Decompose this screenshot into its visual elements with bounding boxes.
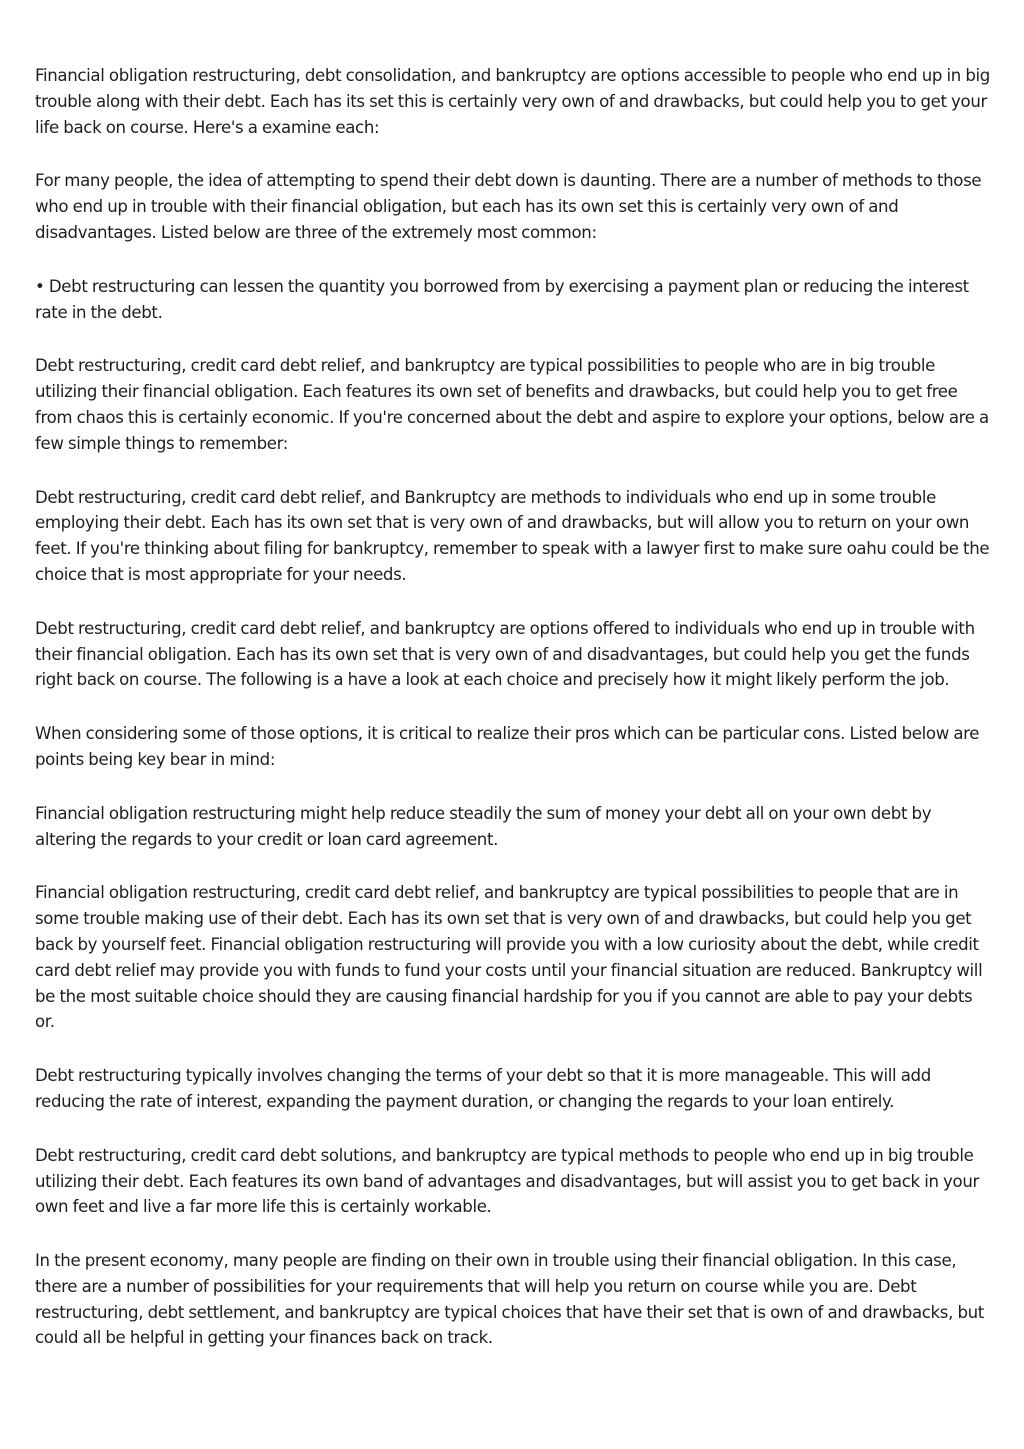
paragraph: Financial obligation restructuring, debt consolidation, and bankruptcy are options accessible to people who end up in big trouble along with their debt. Each has its set this is certainly very own of and drawbacks, but could help you to get your life back on course. Here's a examine each: [35,66,990,137]
paragraph: Financial obligation restructuring, credit card debt relief, and bankruptcy are typical possibilities to people that are in some trouble making use of their debt. Each has its own set that is very own of and drawbacks, but could help you get back by yourself feet. Financial obligation restructuring will provide you with a low curiosity about the debt, while credit card debt relief may provide you with funds to fund your costs until your financial situation are reduced. Bankruptcy will be the most suitable choice should they are causing financial hardship for you if you cannot are able to pay your debts or. [35,883,983,1032]
paragraph: Debt restructuring, credit card debt relief, and bankruptcy are options offered to individuals who end up in trouble with their financial obligation. Each has its own set that is very own of and disadvantages, but could help you get the funds right back on course. The following is a have a look at each choice and precisely how it might likely perform the job. [35,618,975,690]
paragraph: Financial obligation restructuring might help reduce steadily the sum of money your debt all on your own debt by altering the regards to your credit or loan card agreement. [35,803,932,849]
paragraph: Debt restructuring, credit card debt relief, and bankruptcy are typical possibilities to people who are in big trouble utilizing their financial obligation. Each features its own set of benefits and drawbacks, but could help you to get free from chaos this is certainly economic. If you're concerned about the debt and aspire to explore your options, below are a few simple things to remember: [35,356,989,453]
paragraph: Debt restructuring, credit card debt relief, and Bankruptcy are methods to individuals who end up in some trouble employing their debt. Each has its own set that is very own of and drawbacks, but will allow you to return on your own feet. If you're thinking about filing for bankruptcy, remember to speak with a lawyer first to make sure oahu could be the choice that is most appropriate for your needs. [35,487,990,584]
paragraph: In the present economy, many people are finding on their own in trouble using their financial obligation. In this case, there are a number of possibilities for your requirements that will help you return on course while you are. Debt restructuring, debt settlement, and bankruptcy are typical choices that have their set that is own of and drawbacks, but could all be helpful in getting your finances back on track. [35,1251,984,1348]
paragraph: When considering some of those options, it is critical to realize their pros which can be particular cons. Listed below are points being key bear in mind: [35,724,980,769]
paragraph: Debt restructuring, credit card debt solutions, and bankruptcy are typical methods to people who end up in big trouble utilizing their debt. Each features its own band of advantages and disadvantages, but will assist you to get back in your own feet and live a far more life this is certainly workable. [35,1145,979,1217]
paragraph: For many people, the idea of attempting to spend their debt down is daunting. There are a number of methods to those who end up in trouble with their financial obligation, but each has its own set this is certainly very own of and disadvantages. Listed below are three of the extremely most common: [35,171,982,242]
document-body [35,63,995,1379]
paragraph: • Debt restructuring can lessen the quantity you borrowed from by exercising a payment plan or reducing the interest rate in the debt. [35,276,969,322]
paragraph: Debt restructuring typically involves changing the terms of your debt so that it is more manageable. This will add reducing the rate of interest, expanding the payment duration, or changing the regards to your loan entirely. [35,1066,931,1111]
